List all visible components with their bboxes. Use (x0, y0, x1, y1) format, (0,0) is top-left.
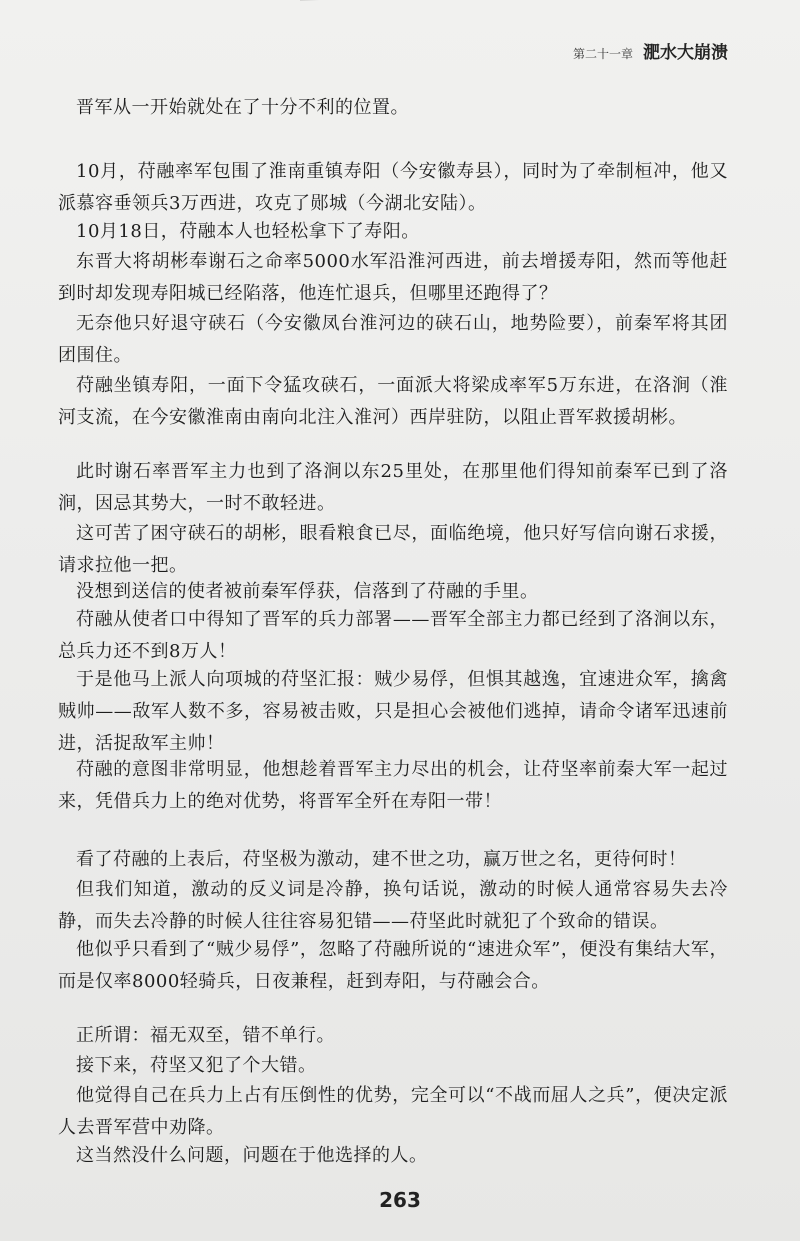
paragraph: 这可苦了困守硖石的胡彬，眼看粮食已尽，面临绝境，他只好写信向谢石求援，请求拉他一把。 (58, 523, 728, 576)
paragraph: 此时谢石率晋军主力也到了洛涧以东25里处，在那里他们得知前秦军已到了洛涧，因忌其势大，一时不敢轻进。 (58, 461, 728, 514)
paragraph: 10月18日，苻融本人也轻松拿下了寿阳。 (76, 221, 420, 242)
paragraph: 东晋大将胡彬奉谢石之命率5000水军沿淮河西进，前去增援寿阳，然而等他赶到时却发现寿阳城已经陷落，他连忙退兵，但哪里还跑得了？ (58, 251, 728, 304)
paragraph: 于是他马上派人向项城的苻坚汇报：贼少易俘，但惧其越逸，宜速进众军，擒禽贼帅——敌军人数不多，容易被击败，只是担心会被他们逃掉，请命令诸军迅速前进，活捉敌军主帅！ (58, 669, 728, 754)
paragraph: 苻融坐镇寿阳，一面下令猛攻硖石，一面派大将梁成率军5万东进，在洛涧（淮河支流，在今安徽淮南由南向北注入淮河）西岸驻防，以阻止晋军救援胡彬。 (58, 375, 728, 428)
paragraph: 无奈他只好退守硖石（今安徽凤台淮河边的硖石山，地势险要），前秦军将其团团围住。 (58, 313, 728, 366)
paragraph: 他似乎只看到了“贼少易俘”，忽略了苻融所说的“速进众军”，便没有集结大军，而是仅率8000轻骑兵，日夜兼程，赶到寿阳，与苻融会合。 (58, 939, 728, 992)
paragraph: 看了苻融的上表后，苻坚极为激动，建不世之功，赢万世之名，更待何时！ (76, 849, 687, 870)
paragraph: 苻融从使者口中得知了晋军的兵力部署——晋军全部主力都已经到了洛涧以东，总兵力还不到8万人！ (58, 609, 728, 662)
paragraph: 没想到送信的使者被前秦军俘获，信落到了苻融的手里。 (76, 581, 539, 602)
paragraph: 他觉得自己在兵力上占有压倒性的优势，完全可以“不战而屈人之兵”，便决定派人去晋军营中劝降。 (58, 1085, 728, 1138)
paragraph: 接下来，苻坚又犯了个大错。 (76, 1055, 317, 1076)
paragraph: 正所谓：福无双至，错不单行。 (76, 1025, 335, 1046)
paragraph: 10月，苻融率军包围了淮南重镇寿阳（今安徽寿县），同时为了牵制桓冲，他又派慕容垂领兵3万西进，攻克了郧城（今湖北安陆）。 (58, 161, 728, 214)
running-header (573, 38, 728, 63)
paragraph: 这当然没什么问题，问题在于他选择的人。 (76, 1145, 428, 1166)
chapter-number: 第二十一章 (572, 47, 633, 61)
page-number: 263 (379, 1188, 421, 1212)
paragraph: 苻融的意图非常明显，他想趁着晋军主力尽出的机会，让苻坚率前秦大军一起过来，凭借兵力上的绝对优势，将晋军全歼在寿阳一带！ (58, 759, 728, 812)
paragraph: 但我们知道，激动的反义词是冷静，换句话说，激动的时候人通常容易失去冷静，而失去冷静的时候人往往容易犯错——苻坚此时就犯了个致命的错误。 (58, 879, 728, 932)
chapter-title: 淝水大崩溃 (643, 43, 728, 63)
page-edge-mark (300, 0, 540, 1)
paragraph: 晋军从一开始就处在了十分不利的位置。 (76, 97, 409, 118)
